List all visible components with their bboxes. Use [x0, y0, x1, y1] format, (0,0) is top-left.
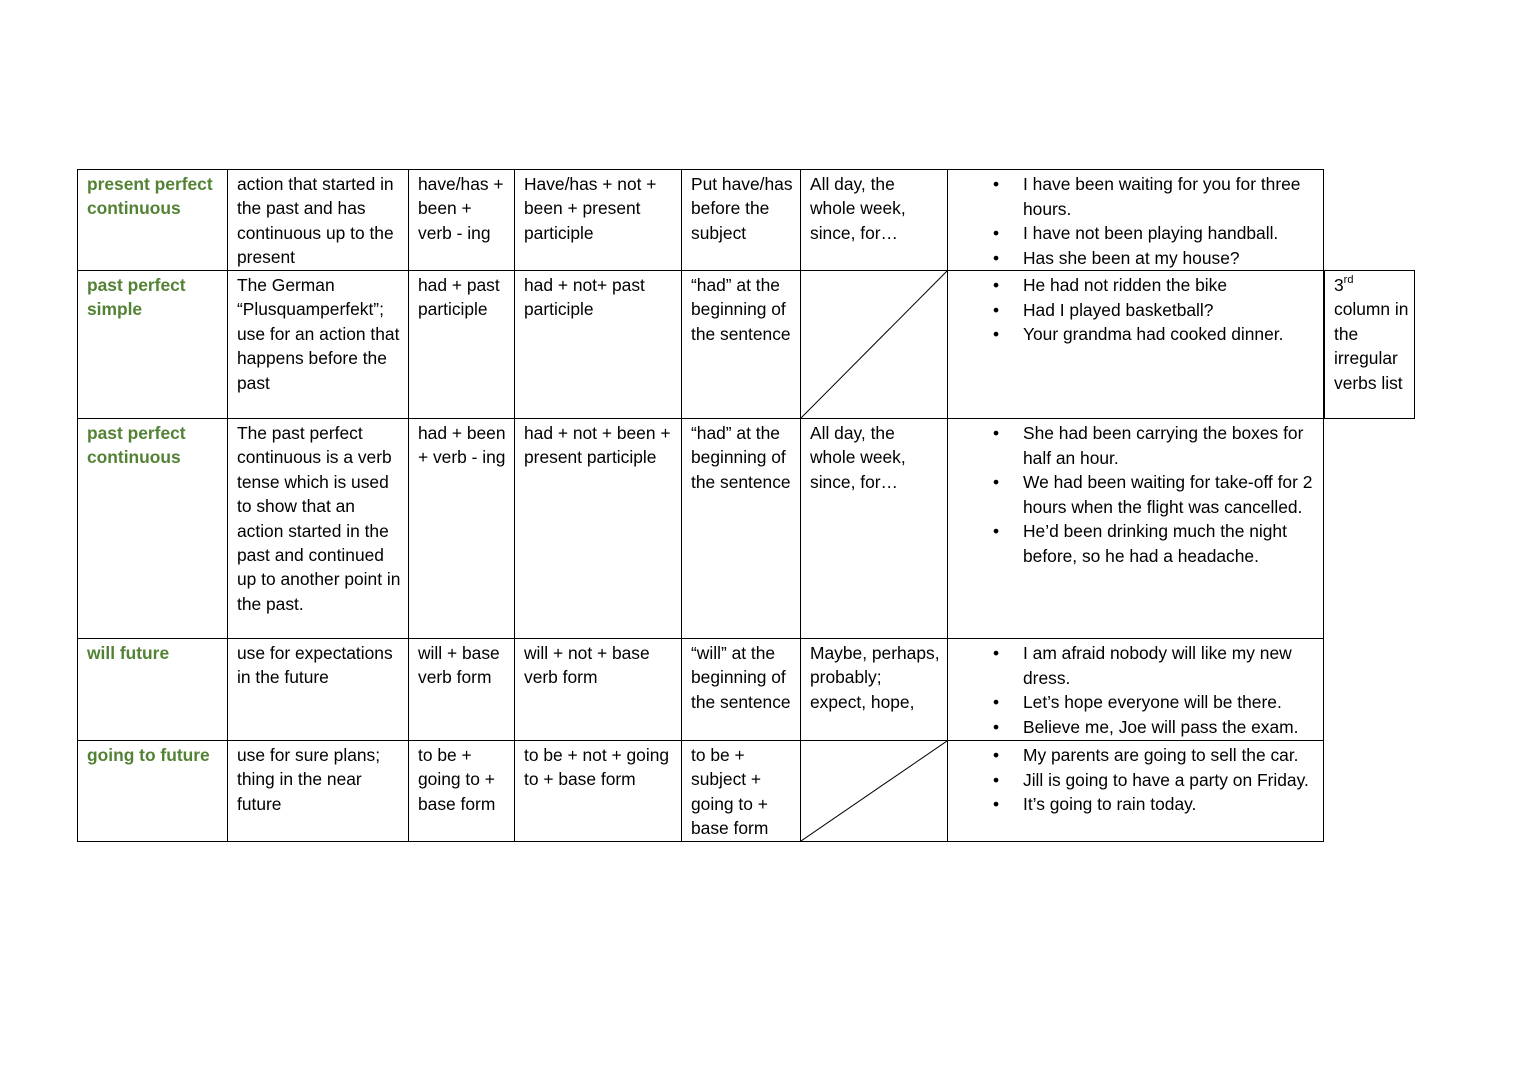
- side-note-text: column in the irregular verbs list: [1334, 299, 1409, 393]
- signal-words: All day, the whole week, since, for…: [801, 170, 948, 270]
- table-row: [77, 169, 1324, 271]
- bullet-icon: •: [993, 745, 1000, 765]
- positive-form: have/has + been + verb - ing: [409, 170, 515, 270]
- signal-words: Maybe, perhaps, probably; expect, hope,: [801, 639, 948, 740]
- examples: [948, 271, 1325, 418]
- bullet-icon: •: [993, 692, 1000, 713]
- bullet-icon: •: [993, 769, 1000, 790]
- signal-words-empty: [801, 741, 948, 841]
- tense-name: will future: [78, 639, 228, 740]
- tense-use: The German “Plusquamperfekt”; use for an action that happens before the past: [228, 271, 409, 418]
- bullet-icon: •: [993, 324, 1000, 345]
- list-item: • I have not been playing handball.: [957, 221, 1319, 246]
- positive-form: will + base verb form: [409, 639, 515, 740]
- question-form: “will” at the beginning of the sentence: [682, 639, 801, 740]
- signal-words: All day, the whole week, since, for…: [801, 419, 948, 638]
- list-item: • We had been waiting for take-off for 2 hours when the flight was cancelled.: [993, 472, 1313, 517]
- negative-form: had + not+ past participle: [515, 271, 682, 418]
- list-item: • It’s going to rain today.: [957, 792, 1319, 817]
- table-row: [77, 638, 1324, 741]
- negative-form: Have/has + not + been + present participle: [515, 170, 682, 270]
- tense-name: present perfect continuous: [78, 170, 228, 270]
- side-note-box: [1324, 270, 1415, 419]
- bullet-icon: •: [993, 643, 1000, 663]
- positive-form: to be + going to + base form: [409, 741, 515, 841]
- tense-name: past perfect simple: [78, 271, 228, 418]
- negative-form: had + not + been + present participle: [515, 419, 682, 638]
- bullet-icon: •: [993, 716, 1000, 737]
- list-item: • He had not ridden the bike: [957, 273, 1319, 298]
- list-item: • Had I played basketball?: [957, 298, 1319, 323]
- bullet-icon: •: [993, 223, 1000, 244]
- bullet-icon: •: [993, 794, 1000, 815]
- examples: [948, 170, 1325, 270]
- bullet-icon: •: [993, 275, 1000, 295]
- diagonal-strike: [801, 271, 947, 418]
- list-item: • Believe me, Joe will pass the exam.: [957, 715, 1319, 740]
- table-row: [77, 270, 1324, 419]
- list-item: • My parents are going to sell the car.: [957, 743, 1319, 768]
- tense-use: The past perfect continuous is a verb tense which is used to show that an action started in the past and continued up to another point in the past.: [228, 419, 409, 638]
- list-item: • She had been carrying the boxes for half an hour.: [993, 423, 1304, 468]
- negative-form: to be + not + going to + base form: [515, 741, 682, 841]
- positive-form: had + past participle: [409, 271, 515, 418]
- tense-name: past perfect continuous: [78, 419, 228, 638]
- list-item: • I have been waiting for you for three hours.: [993, 174, 1301, 219]
- tense-use: use for expectations in the future: [228, 639, 409, 740]
- list-item: • Your grandma had cooked dinner.: [957, 322, 1319, 347]
- table-row: [77, 418, 1324, 639]
- question-form: to be + subject + going to + base form: [682, 741, 801, 841]
- tense-use: action that started in the past and has continuous up to the present: [228, 170, 409, 270]
- bullet-icon: •: [993, 472, 1000, 493]
- negative-form: will + not + base verb form: [515, 639, 682, 740]
- bullet-icon: •: [993, 174, 1000, 194]
- list-item: • Has she been at my house?: [957, 246, 1319, 271]
- tense-name: going to future: [78, 741, 228, 841]
- diagonal-strike: [801, 741, 947, 841]
- list-item: • Jill is going to have a party on Friday.: [957, 768, 1319, 793]
- side-note-suffix: rd: [1343, 274, 1354, 286]
- examples: [948, 639, 1325, 740]
- question-form: Put have/has before the subject: [682, 170, 801, 270]
- list-item: • Let’s hope everyone will be there.: [957, 690, 1319, 715]
- examples: [948, 419, 1325, 638]
- side-note-number: 3: [1334, 275, 1344, 295]
- list-item: • I am afraid nobody will like my new dress.: [993, 643, 1292, 688]
- list-item: • He’d been drinking much the night before, so he had a headache.: [993, 521, 1287, 566]
- bullet-icon: •: [993, 247, 1000, 268]
- bullet-icon: •: [993, 423, 1000, 443]
- bullet-icon: •: [993, 299, 1000, 320]
- table-row: [77, 740, 1324, 842]
- bullet-icon: •: [993, 521, 1000, 542]
- signal-words-empty: [801, 271, 948, 418]
- positive-form: had + been + verb - ing: [409, 419, 515, 638]
- tense-use: use for sure plans; thing in the near future: [228, 741, 409, 841]
- question-form: “had” at the beginning of the sentence: [682, 271, 801, 418]
- examples: [948, 741, 1325, 841]
- question-form: “had” at the beginning of the sentence: [682, 419, 801, 638]
